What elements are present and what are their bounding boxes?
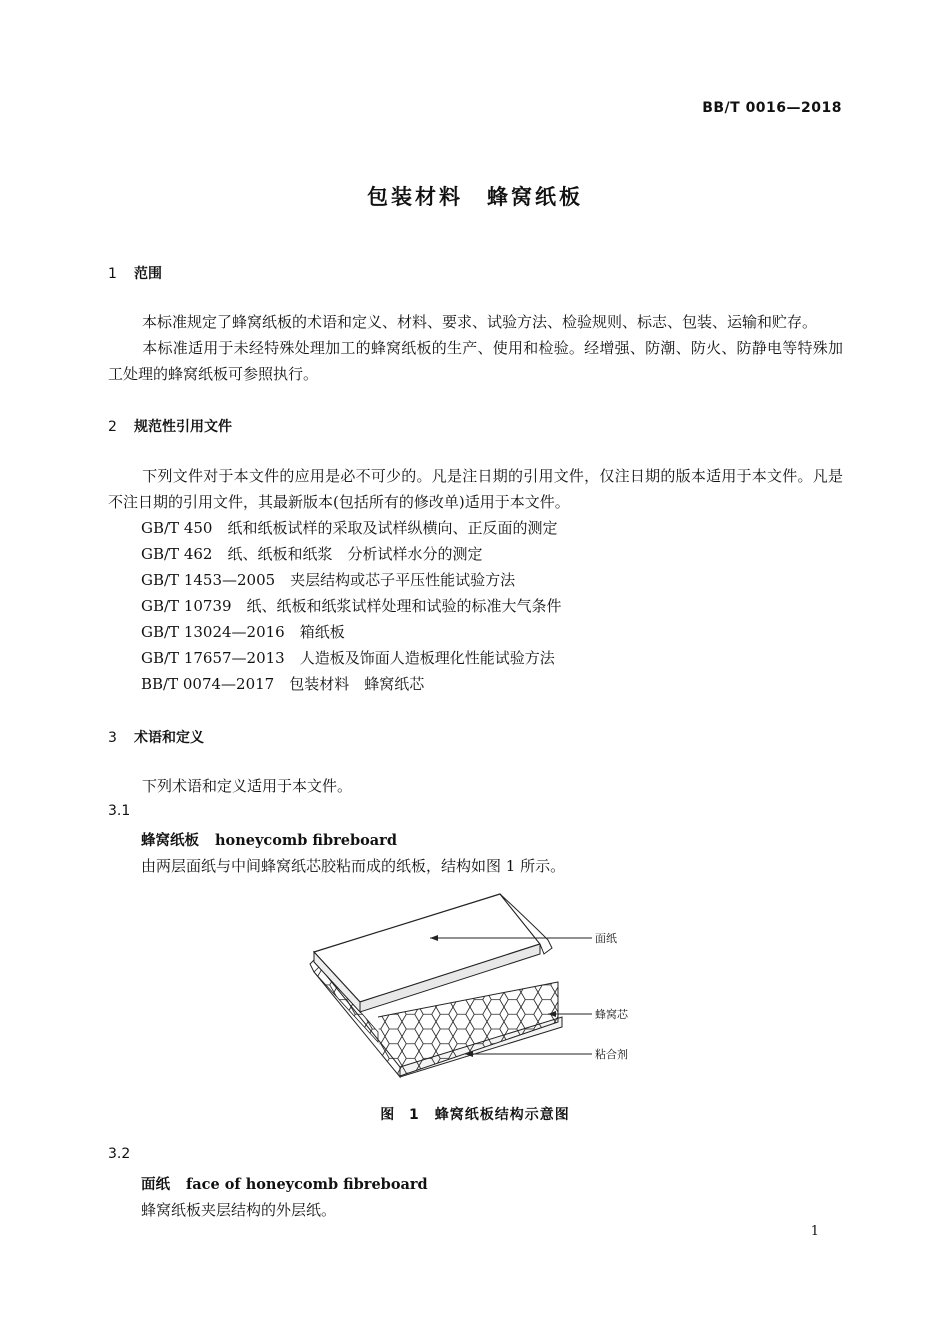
scope-paragraph-1 <box>108 309 843 335</box>
paragraph-text: 本标准规定了蜂窝纸板的术语和定义、材料、要求、试验方法、检验规则、标志、包装、运输和贮存。 <box>142 313 818 331</box>
reference-item: GB/T 13024—2016 箱纸板 <box>141 623 345 641</box>
term-zh: 蜂窝纸板 <box>141 833 199 849</box>
reference-item: GB/T 17657—2013 人造板及饰面人造板理化性能试验方法 <box>141 649 555 667</box>
page-number: 1 <box>810 1224 819 1239</box>
term-heading <box>141 1173 428 1194</box>
section-2-heading <box>108 416 232 436</box>
honeycomb-figure <box>300 882 640 1087</box>
face-label: 面纸 <box>595 932 617 945</box>
document-title: 包装材料 蜂窝纸板 <box>367 185 583 209</box>
term-number: 3.2 <box>108 1146 131 1162</box>
section-number: 2 <box>108 419 117 435</box>
term-number: 3.1 <box>108 803 131 819</box>
section-number: 3 <box>108 730 117 746</box>
section-title: 术语和定义 <box>134 730 204 746</box>
section-title: 规范性引用文件 <box>134 419 232 435</box>
section-title: 范围 <box>134 266 162 282</box>
core-label: 蜂窝芯 <box>595 1008 628 1021</box>
terms-intro <box>108 773 843 799</box>
paragraph-text: 下列文件对于本文件的应用是必不可少的。凡是注日期的引用文件，仅注日期的版本适用于本文件。凡是不注日期的引用文件，其最新版本(包括所有的修改单)适用于本文件。 <box>108 467 843 511</box>
term-heading <box>141 829 397 850</box>
paragraph-text: 本标准适用于未经特殊处理加工的蜂窝纸板的生产、使用和检验。经增强、防潮、防火、防静电等特殊加工处理的蜂窝纸板可参照执行。 <box>108 339 843 383</box>
standard-code: BB/T 0016—2018 <box>702 100 842 116</box>
reference-item: GB/T 10739 纸、纸板和纸浆试样处理和试验的标准大气条件 <box>141 597 562 615</box>
reference-item: GB/T 462 纸、纸板和纸浆 分析试样水分的测定 <box>141 545 483 563</box>
reference-item: BB/T 0074—2017 包装材料 蜂窝纸芯 <box>141 675 425 693</box>
paragraph-text: 下列术语和定义适用于本文件。 <box>142 777 353 795</box>
term-definition: 蜂窝纸板夹层结构的外层纸。 <box>141 1201 337 1219</box>
section-number: 1 <box>108 266 117 282</box>
term-en: face of honeycomb fibreboard <box>186 1176 428 1193</box>
term-en: honeycomb fibreboard <box>215 832 397 849</box>
reference-item: GB/T 1453—2005 夹层结构或芯子平压性能试验方法 <box>141 571 516 589</box>
scope-paragraph-2 <box>108 335 843 387</box>
reference-item: GB/T 450 纸和纸板试样的采取及试样纵横向、正反面的测定 <box>141 519 558 537</box>
references-intro <box>108 463 843 515</box>
section-3-heading <box>108 727 204 747</box>
figure-caption: 图 1 蜂窝纸板结构示意图 <box>380 1107 570 1123</box>
term-zh: 面纸 <box>141 1177 170 1193</box>
section-1-heading <box>108 263 162 283</box>
adhesive-label: 粘合剂 <box>595 1048 628 1061</box>
term-definition: 由两层面纸与中间蜂窝纸芯胶粘而成的纸板，结构如图 1 所示。 <box>141 857 566 875</box>
